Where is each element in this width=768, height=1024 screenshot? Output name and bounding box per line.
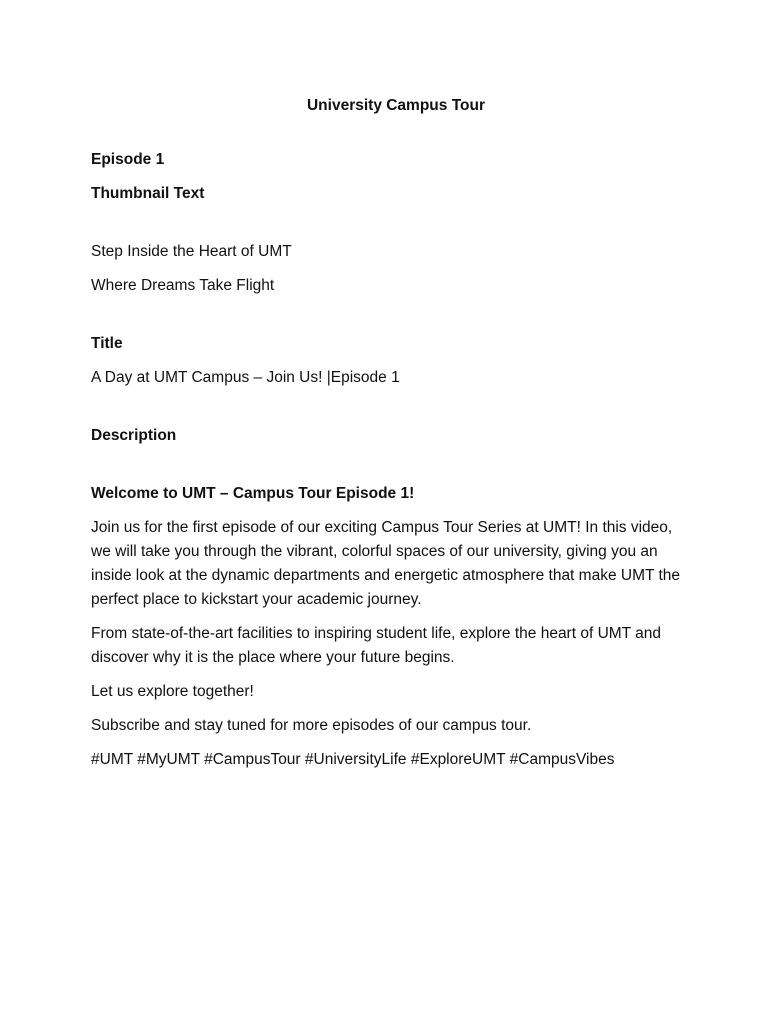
document-body [91, 94, 681, 782]
thumbnail-line-2: Where Dreams Take Flight [91, 277, 275, 294]
thumbnail-heading: Thumbnail Text [91, 185, 205, 202]
description-paragraph-4: Subscribe and stay tuned for more episodes of our campus tour. [91, 717, 532, 734]
description-heading: Description [91, 427, 177, 444]
thumbnail-line-1: Step Inside the Heart of UMT [91, 243, 292, 260]
description-paragraph-1: Join us for the first episode of our exciting Campus Tour Series at UMT! In this video, we will take you through the vibrant, colorful spaces of our university, giving you an inside look at the dynamic departments and energetic atmosphere that make UMT the perfect place to kickstart your academic journey. [91, 519, 681, 608]
video-title: A Day at UMT Campus – Join Us! |Episode 1 [91, 369, 400, 386]
blank-line [91, 308, 681, 332]
description-paragraph-3: Let us explore together! [91, 683, 254, 700]
document-title: University Campus Tour [306, 97, 485, 114]
description-paragraph-2: From state-of-the-art facilities to inspiring student life, explore the heart of UMT and discover why it is the place where your future begins. [91, 625, 662, 666]
welcome-heading: Welcome to UMT – Campus Tour Episode 1! [91, 485, 415, 502]
blank-line [91, 458, 681, 482]
blank-line [91, 400, 681, 424]
blank-line [91, 118, 681, 142]
episode-label: Episode 1 [91, 151, 165, 168]
blank-line [91, 216, 681, 240]
title-heading: Title [91, 335, 123, 352]
hashtags: #UMT #MyUMT #CampusTour #UniversityLife #ExploreUMT #CampusVibes [91, 751, 615, 768]
